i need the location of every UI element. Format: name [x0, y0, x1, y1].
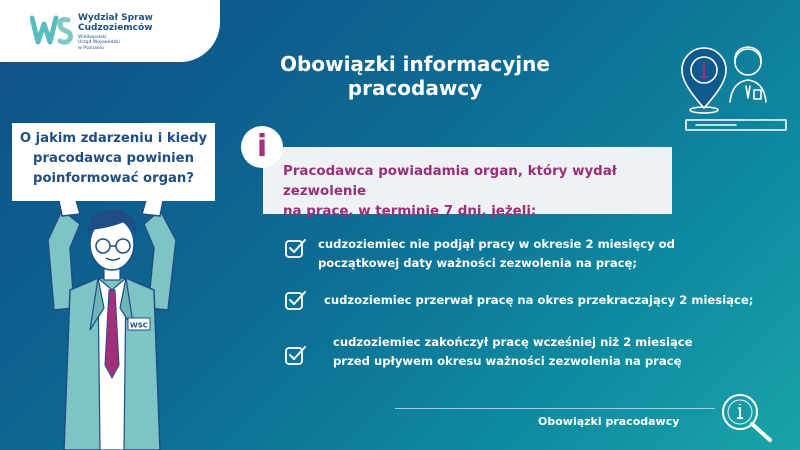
footer-divider	[395, 408, 715, 409]
list-item: cudzoziemiec nie podjął pracy w okresie 2 miesięcy od początkowej daty ważności zezwolenia na pracę;	[318, 237, 675, 270]
footer-label: Obowiązki pracodawcy	[538, 415, 680, 428]
question-line-1: O jakim zdarzeniu i kiedy	[19, 131, 208, 146]
info-icon: i	[241, 126, 283, 168]
logo-panel	[0, 0, 220, 62]
info-line-1: Pracodawca powiadamia organ, który wydał zezwolenie	[283, 164, 617, 199]
logo-subtitle: Wielkopolski Urząd Wojewódzki w Poznaniu	[78, 35, 120, 51]
list-item: cudzoziemiec zakończył pracę wcześniej niż 2 miesiące przed upływem okresu ważności zezwolenia na pracę	[333, 335, 693, 368]
question-line-2: pracodawca powinien	[33, 151, 194, 166]
magnifier-info-icon	[718, 390, 778, 445]
question-line-3: poinformować organ?	[33, 171, 194, 186]
list-item: cudzoziemiec przerwał pracę na okres przekraczający 2 miesiące;	[324, 293, 754, 307]
checkbox-checked-icon	[284, 288, 308, 312]
location-pin-clerk-icon	[676, 40, 796, 135]
checkbox-checked-icon	[284, 343, 308, 367]
name-badge: WSC	[130, 321, 148, 330]
info-line-2: na pracę, w terminie 7 dni, jeżeli:	[283, 204, 537, 219]
logo-name: Wydział Spraw Cudzoziemców	[78, 13, 153, 33]
info-box	[263, 147, 672, 219]
question-sign	[12, 123, 215, 201]
person-illustration	[40, 190, 200, 450]
wsc-logo-icon	[30, 12, 76, 48]
checkbox-checked-icon	[284, 236, 308, 260]
page-title: Obowiązki informacyjne pracodawcy	[280, 52, 550, 100]
